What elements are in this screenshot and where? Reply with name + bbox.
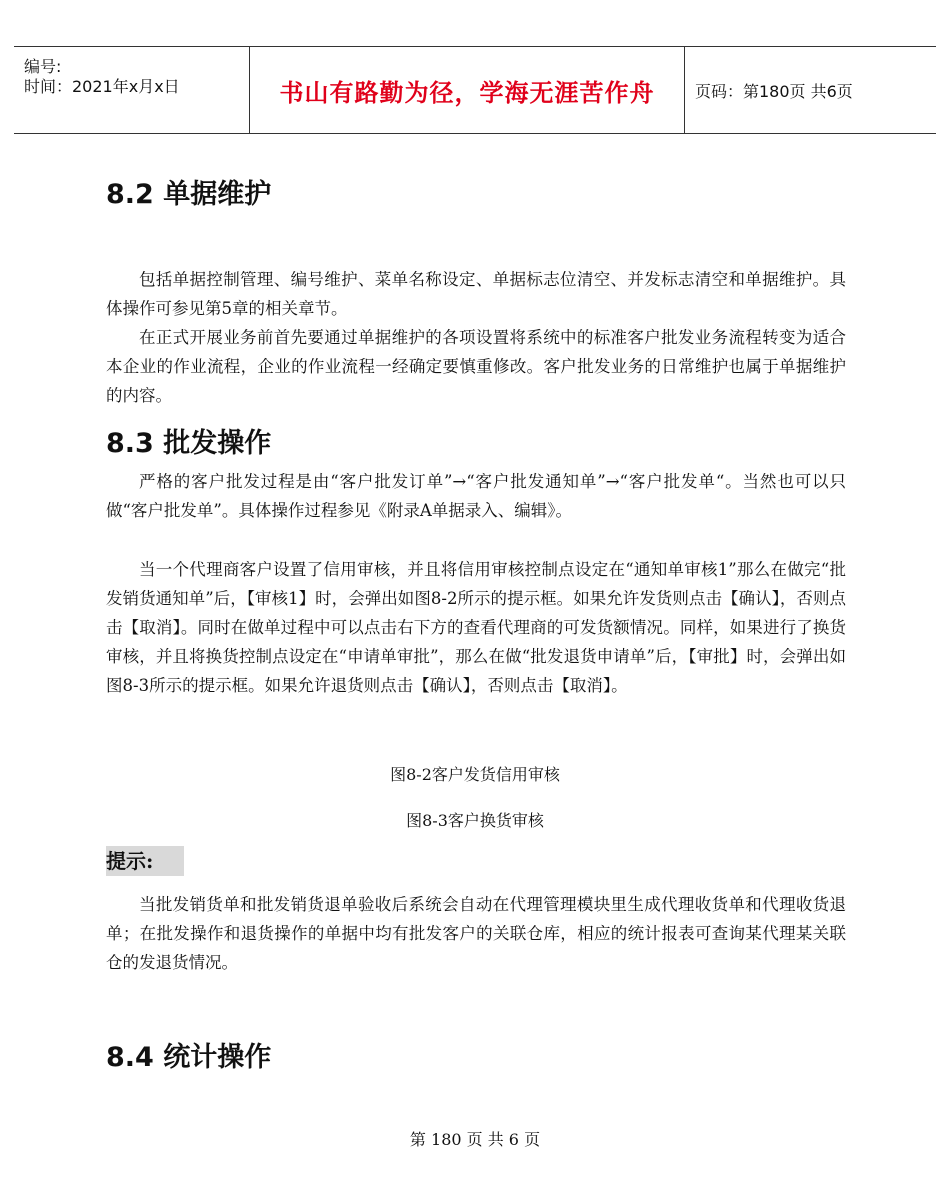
tip-label: 提示: bbox=[106, 846, 184, 876]
document-time: 时间：2021年x月x日 bbox=[24, 77, 180, 96]
page-header bbox=[14, 46, 936, 134]
paragraph: 包括单据控制管理、编号维护、菜单名称设定、单据标志位清空、并发标志清空和单据维护。具体操作可参见第5章的相关章节。 bbox=[106, 270, 846, 318]
header-motto: 书山有路勤为径，学海无涯苦作舟 bbox=[250, 47, 685, 133]
document-number-label: 编号: bbox=[24, 57, 62, 76]
section-title-8-3: 8.3 批发操作 bbox=[106, 428, 272, 459]
header-meta bbox=[14, 47, 250, 133]
paragraph: 当一个代理商客户设置了信用审核，并且将信用审核控制点设定在“通知单审核1”那么在做完“批发销货通知单”后，【审核1】时，会弹出如图8-2所示的提示框。如果允许发货则点击【确认】，否则点击【取消】。同时在做单过程中可以点击右下方的查看代理商的可发货额情况。同样，如果进行了换货审核，并且将换货控制点设定在“申请单审批”，那么在做“批发退货申请单”后，【审批】时，会弹出如图8-3所示的提示框。如果允许退货则点击【确认】，否则点击【取消】。 bbox=[106, 560, 846, 695]
paragraph: 严格的客户批发过程是由“客户批发订单”→“客户批发通知单”→“客户批发单“。当然也可以只做“客户批发单”。具体操作过程参见《附录A单据录入、编辑》。 bbox=[106, 472, 846, 520]
section-title-8-2: 8.2 单据维护 bbox=[106, 179, 272, 210]
figure-caption-8-2: 图8-2客户发货信用审核 bbox=[390, 765, 560, 784]
figure-caption-8-3: 图8-3客户换货审核 bbox=[406, 811, 544, 830]
section-title-8-4: 8.4 统计操作 bbox=[106, 1042, 272, 1073]
header-page-info: 页码：第180页 共6页 bbox=[695, 81, 853, 101]
paragraph: 在正式开展业务前首先要通过单据维护的各项设置将系统中的标准客户批发业务流程转变为适合本企业的作业流程，企业的作业流程一经确定要慎重修改。客户批发业务的日常维护也属于单据维护的内容。 bbox=[106, 328, 846, 405]
tip-paragraph: 当批发销货单和批发销货退单验收后系统会自动在代理管理模块里生成代理收货单和代理收货退单；在批发操作和退货操作的单据中均有批发客户的关联仓库，相应的统计报表可查询某代理某关联仓的发退货情况。 bbox=[106, 895, 846, 972]
page-footer: 第 180 页 共 6 页 bbox=[409, 1130, 541, 1149]
